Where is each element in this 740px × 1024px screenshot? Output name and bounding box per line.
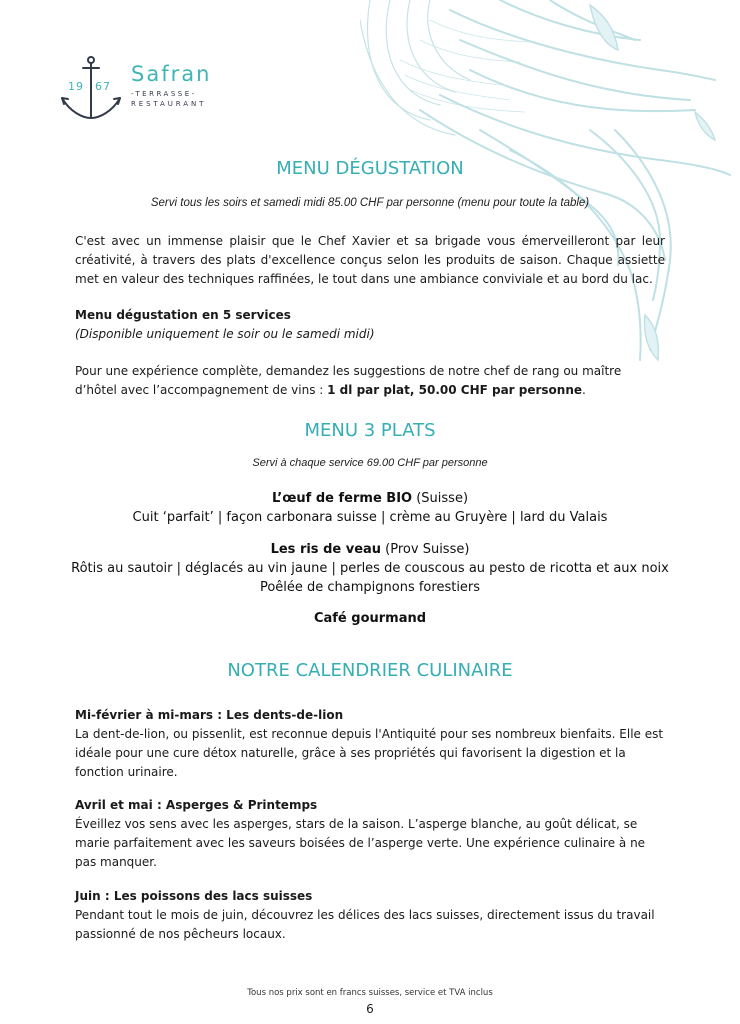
dish-cafe-gourmand: [75, 609, 665, 628]
degustation-services-note: (Disponible uniquement le soir ou le samedi midi): [75, 327, 375, 341]
calendar-entry-text: Éveillez vos sens avec les asperges, stars de la saison. L’asperge blanche, au goût délicat, se marie parfaitement avec les saveurs boisées de l’asperge verte. Une expérience culinaire à ne pas manquer.: [75, 817, 646, 869]
logo-year-right: 67: [95, 80, 111, 93]
restaurant-logo: [58, 56, 238, 126]
calendar-entry: [75, 796, 665, 872]
degustation-intro: C'est avec un immense plaisir que le Chef Xavier et sa brigade vous émerveilleront par leur créativité, à travers des plats d'excellence conçus selon les produits de saison. Chaque assiette met en valeur des techniques raffinées, le tout dans une ambiance conviviale et au bord du lac.: [75, 234, 665, 286]
logo-subtitle-restaurant: RESTAURANT: [131, 100, 207, 108]
calendar-entry-text: La dent-de-lion, ou pissenlit, est reconnue depuis l'Antiquité pour ses nombreux bienfaits. Elle est idéale pour une cure détox naturelle, grâce à ses propriétés qui favorisent la digestion et la fonction urinaire.: [75, 727, 664, 779]
wine-pairing-end: .: [582, 383, 586, 397]
footer-price-note: Tous nos prix sont en francs suisses, service et TVA inclus: [247, 988, 493, 998]
calendar-entry-heading: Juin : Les poissons des lacs suisses: [75, 889, 313, 903]
section-title-calendrier: NOTRE CALENDRIER CULINAIRE: [227, 660, 513, 681]
degustation-services-title: Menu dégustation en 5 services: [75, 308, 291, 322]
dish-name: L’œuf de ferme BIO: [271, 491, 413, 506]
dish-oeuf: [75, 489, 665, 527]
calendar-entry-heading: Avril et mai : Asperges & Printemps: [75, 798, 318, 812]
dish-origin: (Prov Suisse): [381, 542, 470, 557]
calendar-entry-text: Pendant tout le mois de juin, découvrez les délices des lacs suisses, directement issus du travail passionné de nos pêcheurs locaux.: [75, 908, 655, 941]
wine-pairing-intro: Pour une expérience complète, demandez les suggestions de notre chef de rang ou maître d’hôtel avec l’accompagnement de vins :: [75, 364, 622, 397]
section-title-trois-plats: MENU 3 PLATS: [304, 420, 436, 441]
dish-name: Les ris de veau: [270, 542, 382, 557]
logo-year-left: 19: [68, 80, 84, 93]
calendar-entry: [75, 887, 665, 944]
dish-description: Poêlée de champignons forestiers: [259, 580, 481, 595]
dish-origin: (Suisse): [412, 491, 469, 506]
trois-plats-subtitle: Servi à chaque service 69.00 CHF par personne: [252, 457, 488, 469]
calendar-entry: [75, 706, 665, 782]
calendar-entry-heading: Mi-février à mi-mars : Les dents-de-lion: [75, 708, 344, 722]
dish-description: Rôtis au sautoir | déglacés au vin jaune | perles de couscous au pesto de ricotta et aux noix: [71, 561, 669, 576]
dish-ris-de-veau: [65, 540, 675, 597]
degustation-subtitle: Servi tous les soirs et samedi midi 85.00 CHF par personne (menu pour toute la table): [150, 197, 590, 209]
page-number: 6: [366, 1002, 374, 1016]
dish-description: Cuit ‘parfait’ | façon carbonara suisse | crème au Gruyère | lard du Valais: [132, 510, 608, 525]
logo-brand-name: Safran: [131, 62, 212, 86]
section-title-degustation: MENU DÉGUSTATION: [276, 158, 464, 179]
wine-pairing-text: [75, 362, 665, 400]
logo-subtitle-terrasse: -TERRASSE-: [131, 90, 197, 98]
wine-pairing-price: 1 dl par plat, 50.00 CHF par personne: [327, 383, 583, 397]
dish-name: Café gourmand: [313, 611, 427, 626]
